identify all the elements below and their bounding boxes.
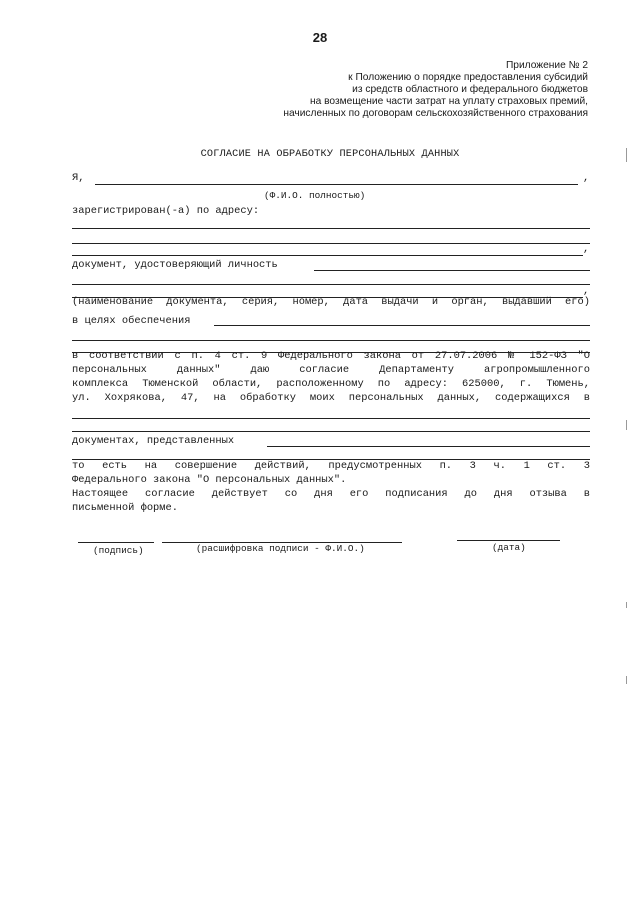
- appendix-line-3: из средств областного и федерального бюджетов: [352, 84, 588, 95]
- appendix-line-5: начисленных по договорам сельскохозяйственного страхования: [283, 108, 588, 119]
- address-line-3[interactable]: [72, 255, 583, 256]
- fio-caption: (Ф.И.О. полностью): [264, 190, 366, 201]
- fio-comma: ,: [583, 172, 590, 184]
- consent-line-2: персональных данных" даю согласие Департаменту агропромышленного: [72, 364, 590, 376]
- actions-line-1: то есть на совершение действий, предусмотренных п. 3 ч. 1 ст. 3: [72, 460, 590, 472]
- scan-edge-mark: [626, 676, 627, 684]
- id-document-comma: ,: [583, 285, 590, 297]
- id-document-field[interactable]: [314, 270, 590, 271]
- id-document-caption: (наименование документа, серия, номер, дата выдачи и орган, выдавший его): [72, 296, 590, 308]
- signature-caption: (подпись): [93, 545, 144, 556]
- scan-edge-mark: [626, 602, 627, 608]
- document-title: СОГЛАСИЕ НА ОБРАБОТКУ ПЕРСОНАЛЬНЫХ ДАННЫХ: [200, 149, 460, 160]
- consent-line-3: комплекса Тюменской области, расположенному по адресу: 625000, г. Тюмень,: [72, 378, 590, 390]
- date-field[interactable]: [457, 540, 560, 541]
- appendix-line-1: Приложение № 2: [505, 60, 588, 71]
- date-caption: (дата): [492, 542, 526, 553]
- validity-line-2: письменной форме.: [72, 502, 179, 514]
- validity-line-1: Настоящее согласие действует со дня его подписания до дня отзыва в: [72, 488, 590, 500]
- documents-line-1[interactable]: [72, 418, 590, 419]
- scan-edge-mark: [626, 148, 627, 162]
- appendix-line-2: к Положению о порядке предоставления субсидий: [348, 72, 588, 83]
- documents-line-2[interactable]: [72, 431, 590, 432]
- appendix-line-4: на возмещение части затрат на уплату страховых премий,: [310, 96, 588, 107]
- purpose-line-2[interactable]: [72, 340, 590, 341]
- address-comma: ,: [583, 243, 590, 255]
- address-line-2[interactable]: [72, 243, 590, 244]
- id-document-line-2[interactable]: [72, 284, 590, 285]
- documents-field[interactable]: [267, 446, 590, 447]
- consent-line-4: ул. Хохрякова, 47, на обработку моих персональных данных, содержащихся в: [72, 392, 590, 404]
- id-document-label: документ, удостоверяющий личность: [72, 259, 278, 271]
- documents-label: документах, представленных: [72, 435, 235, 447]
- purpose-label: в целях обеспечения: [72, 315, 191, 327]
- signature-field[interactable]: [78, 542, 154, 543]
- page-number: 28: [312, 30, 328, 45]
- address-line-1[interactable]: [72, 228, 590, 229]
- registered-label: зарегистрирован(-а) по адресу:: [72, 205, 260, 217]
- scan-edge-mark: [626, 420, 627, 430]
- i-label: Я,: [72, 172, 85, 184]
- consent-line-1: в соответствии с п. 4 ст. 9 Федерального закона от 27.07.2006 № 152-ФЗ "О: [72, 350, 590, 362]
- signature-decoding-caption: (расшифровка подписи - Ф.И.О.): [196, 543, 365, 554]
- purpose-field[interactable]: [214, 325, 590, 326]
- actions-line-2: Федерального закона "О персональных данных".: [72, 474, 347, 486]
- fio-field[interactable]: [95, 184, 578, 185]
